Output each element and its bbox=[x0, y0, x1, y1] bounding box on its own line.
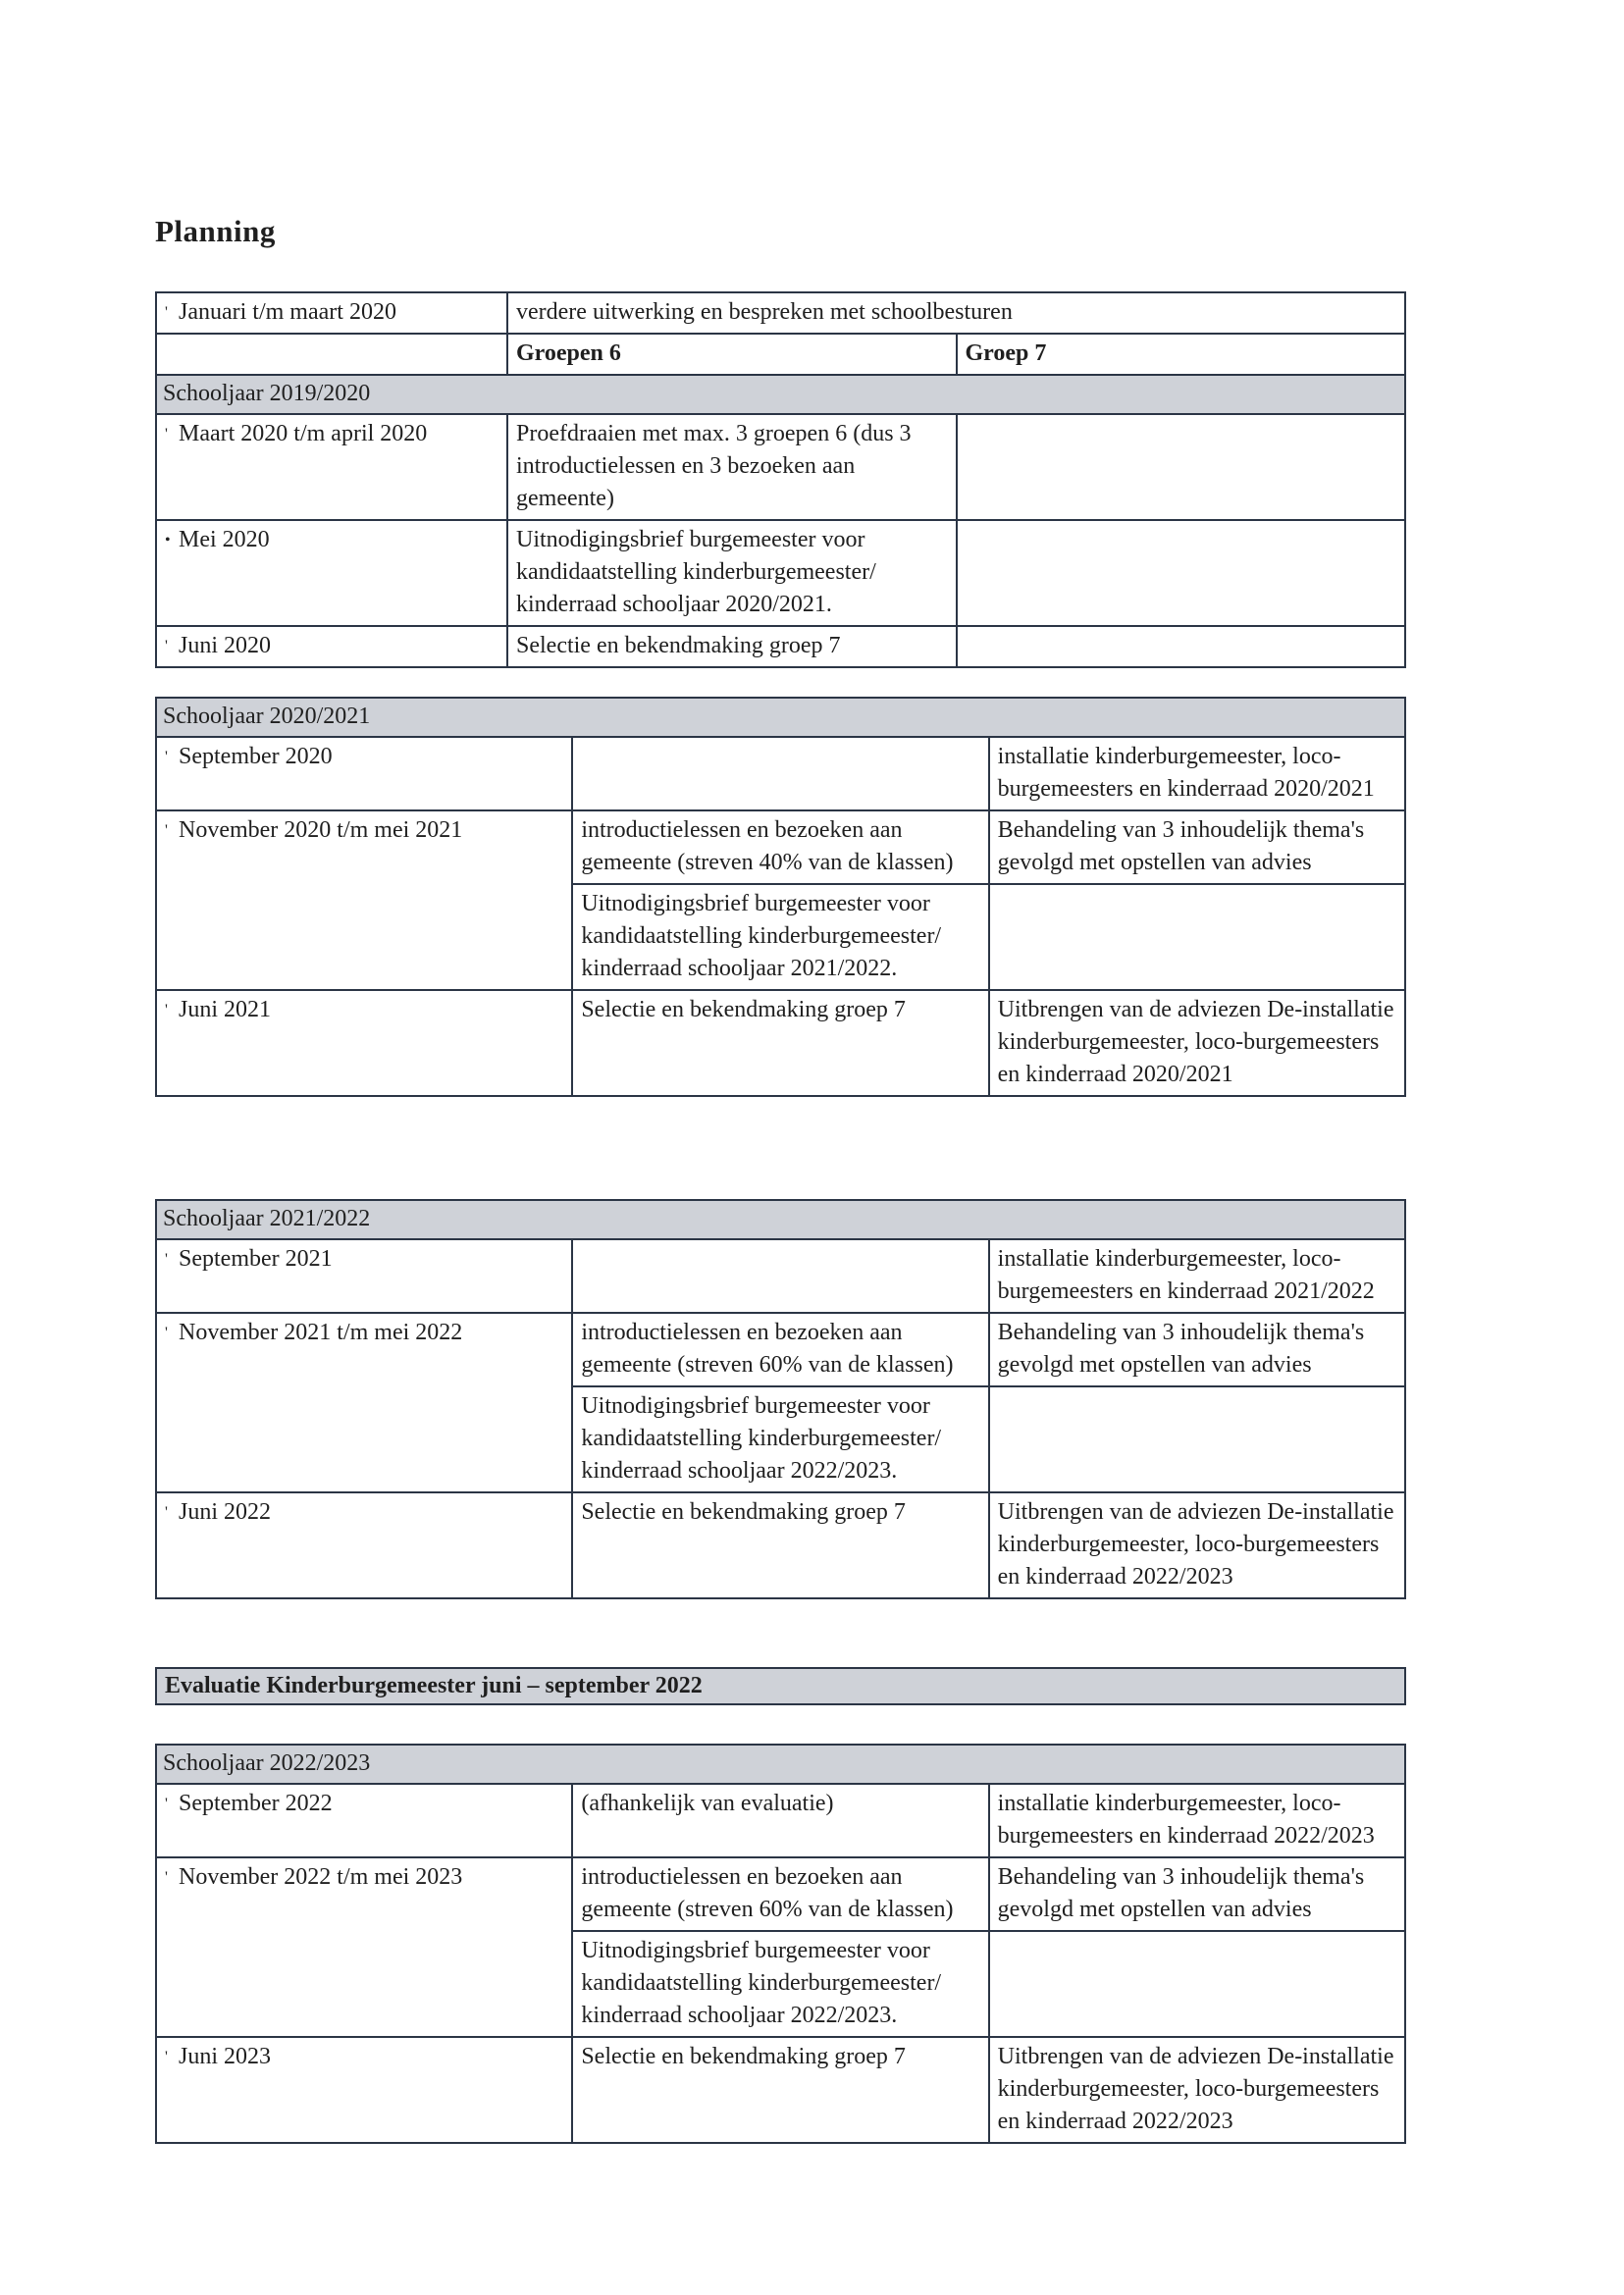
period-cell: ' September 2022 bbox=[156, 1784, 572, 1857]
period-cell: ' November 2021 t/m mei 2022 bbox=[156, 1313, 572, 1492]
schooljaar-header: Schooljaar 2020/2021 bbox=[156, 698, 1405, 737]
period-cell: ' November 2022 t/m mei 2023 bbox=[156, 1857, 572, 2037]
bullet-icon: ' bbox=[165, 304, 168, 321]
groep7-cell: Behandeling van 3 inhoudelijk thema's gevolgd met opstellen van advies bbox=[989, 810, 1405, 884]
period-cell: ' Maart 2020 t/m april 2020 bbox=[156, 414, 507, 520]
schooljaar-header: Schooljaar 2021/2022 bbox=[156, 1200, 1405, 1239]
table-row bbox=[156, 1784, 1405, 1857]
groepen6-cell: Selectie en bekendmaking groep 7 bbox=[572, 990, 988, 1096]
period-cell: ' September 2021 bbox=[156, 1239, 572, 1313]
bullet-icon: ' bbox=[165, 1504, 168, 1521]
table-row bbox=[156, 990, 1405, 1096]
table-row bbox=[156, 520, 1405, 626]
page-title: Planning bbox=[155, 214, 276, 248]
groep7-cell bbox=[989, 884, 1405, 990]
groep7-cell: Behandeling van 3 inhoudelijk thema's gevolgd met opstellen van advies bbox=[989, 1313, 1405, 1386]
groep7-cell: installatie kinderburgemeester, loco-burgemeesters en kinderraad 2021/2022 bbox=[989, 1239, 1405, 1313]
groep7-cell: Uitbrengen van de adviezen De-installatie kinderburgemeester, loco-burgemeesters en kinderraad 2022/2023 bbox=[989, 2037, 1405, 2143]
column-header-groepen6: Groepen 6 bbox=[507, 334, 957, 375]
column-header-groep7: Groep 7 bbox=[957, 334, 1406, 375]
intro-row bbox=[156, 292, 1405, 334]
groepen6-cell bbox=[572, 737, 988, 810]
groep7-cell bbox=[957, 626, 1406, 667]
groep7-cell bbox=[957, 414, 1406, 520]
bullet-dot-icon: • bbox=[165, 532, 171, 548]
table-row bbox=[156, 1857, 1405, 1931]
groepen6-cell: Uitnodigingsbrief burgemeester voor kandidaatstelling kinderburgemeester/ kinderraad schooljaar 2022/2023. bbox=[572, 1931, 988, 2037]
bullet-icon: ' bbox=[165, 749, 168, 765]
groep7-cell: installatie kinderburgemeester, loco-burgemeesters en kinderraad 2020/2021 bbox=[989, 737, 1405, 810]
groepen6-cell bbox=[572, 1239, 988, 1313]
groep7-cell: Behandeling van 3 inhoudelijk thema's gevolgd met opstellen van advies bbox=[989, 1857, 1405, 1931]
groep7-cell: Uitbrengen van de adviezen De-installatie kinderburgemeester, loco-burgemeesters en kinderraad 2022/2023 bbox=[989, 1492, 1405, 1598]
evaluation-banner: Evaluatie Kinderburgemeester juni – september 2022 bbox=[155, 1667, 1406, 1705]
table-row bbox=[156, 626, 1405, 667]
table-row bbox=[156, 1239, 1405, 1313]
period-cell: ' Juni 2020 bbox=[156, 626, 507, 667]
groepen6-cell: Selectie en bekendmaking groep 7 bbox=[572, 1492, 988, 1598]
groep7-cell bbox=[989, 1386, 1405, 1492]
period-cell: ' Juni 2023 bbox=[156, 2037, 572, 2143]
bullet-icon: ' bbox=[165, 1869, 168, 1886]
bullet-icon: ' bbox=[165, 1251, 168, 1268]
groepen6-cell: introductielessen en bezoeken aan gemeente (streven 60% van de klassen) bbox=[572, 1313, 988, 1386]
table-row bbox=[156, 737, 1405, 810]
period-cell: ' September 2020 bbox=[156, 737, 572, 810]
empty-cell bbox=[156, 334, 507, 375]
groepen6-cell: Selectie en bekendmaking groep 7 bbox=[507, 626, 957, 667]
intro-text-cell: verdere uitwerking en bespreken met schoolbesturen bbox=[507, 292, 1405, 334]
bullet-icon: ' bbox=[165, 638, 168, 654]
table-row bbox=[156, 414, 1405, 520]
period-cell: ' Januari t/m maart 2020 bbox=[156, 292, 507, 334]
groepen6-cell: Uitnodigingsbrief burgemeester voor kandidaatstelling kinderburgemeester/ kinderraad schooljaar 2022/2023. bbox=[572, 1386, 988, 1492]
groepen6-cell: (afhankelijk van evaluatie) bbox=[572, 1784, 988, 1857]
bullet-icon: ' bbox=[165, 2049, 168, 2065]
groep7-cell: Uitbrengen van de adviezen De-installatie kinderburgemeester, loco-burgemeesters en kinderraad 2020/2021 bbox=[989, 990, 1405, 1096]
schooljaar-header: Schooljaar 2019/2020 bbox=[156, 375, 1405, 414]
planning-table-2021-2022 bbox=[155, 1199, 1406, 1599]
bullet-icon: ' bbox=[165, 1325, 168, 1341]
groepen6-cell: introductielessen en bezoeken aan gemeente (streven 40% van de klassen) bbox=[572, 810, 988, 884]
table-row bbox=[156, 1492, 1405, 1598]
planning-table-2020-2021 bbox=[155, 697, 1406, 1097]
groepen6-cell: Selectie en bekendmaking groep 7 bbox=[572, 2037, 988, 2143]
bullet-icon: ' bbox=[165, 822, 168, 839]
period-cell: ' Juni 2021 bbox=[156, 990, 572, 1096]
planning-table-2022-2023 bbox=[155, 1744, 1406, 2144]
groep7-cell: installatie kinderburgemeester, loco-burgemeesters en kinderraad 2022/2023 bbox=[989, 1784, 1405, 1857]
bullet-icon: ' bbox=[165, 1796, 168, 1812]
table-row bbox=[156, 1313, 1405, 1386]
groep7-cell bbox=[957, 520, 1406, 626]
planning-table-2019-2020 bbox=[155, 291, 1406, 668]
groep7-cell bbox=[989, 1931, 1405, 2037]
groepen6-cell: Uitnodigingsbrief burgemeester voor kandidaatstelling kinderburgemeester/ kinderraad schooljaar 2020/2021. bbox=[507, 520, 957, 626]
column-header-row bbox=[156, 334, 1405, 375]
groepen6-cell: Uitnodigingsbrief burgemeester voor kandidaatstelling kinderburgemeester/ kinderraad schooljaar 2021/2022. bbox=[572, 884, 988, 990]
period-cell: ' November 2020 t/m mei 2021 bbox=[156, 810, 572, 990]
groepen6-cell: introductielessen en bezoeken aan gemeente (streven 60% van de klassen) bbox=[572, 1857, 988, 1931]
period-cell: • Mei 2020 bbox=[156, 520, 507, 626]
groepen6-cell: Proefdraaien met max. 3 groepen 6 (dus 3 introductielessen en 3 bezoeken aan gemeente) bbox=[507, 414, 957, 520]
bullet-icon: ' bbox=[165, 426, 168, 443]
schooljaar-header: Schooljaar 2022/2023 bbox=[156, 1745, 1405, 1784]
bullet-icon: ' bbox=[165, 1002, 168, 1018]
table-row bbox=[156, 2037, 1405, 2143]
table-row bbox=[156, 810, 1405, 884]
period-cell: ' Juni 2022 bbox=[156, 1492, 572, 1598]
